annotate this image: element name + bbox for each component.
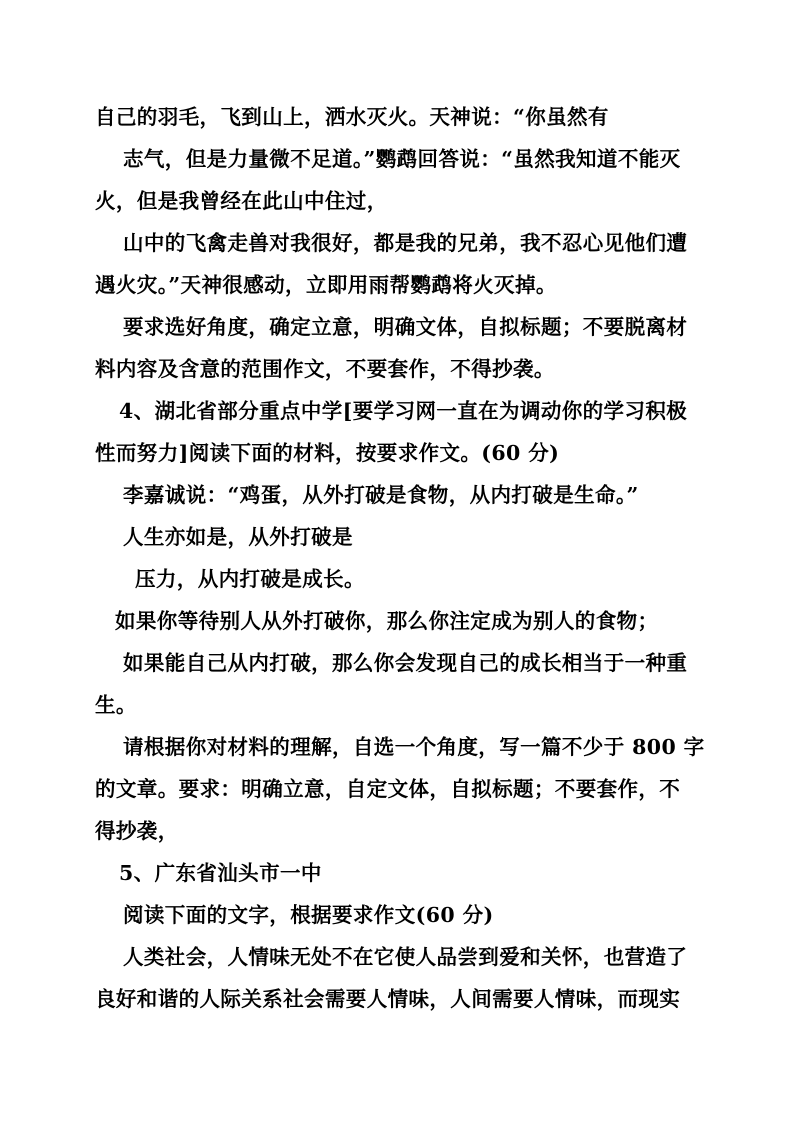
text-line: 自己的羽毛，飞到山上，洒水灭火。天神说：“你虽然有 <box>95 105 609 129</box>
text-line: 如果能自己从内打破，那么你会发现自己的成长相当于一种重 <box>123 651 688 675</box>
text-line: 要求选好角度，确定立意，明确文体，自拟标题；不要脱离材 <box>123 315 688 339</box>
text-line: 志气，但是力量微不足道。”鹦鹉回答说：“虽然我知道不能灭 <box>123 147 681 171</box>
text-line: 阅读下面的文字，根据要求作文(60 分) <box>123 903 494 927</box>
text-line: 料内容及含意的范围作文，不要套作，不得抄袭。 <box>95 357 555 381</box>
text-line: 遇火灾。”天神很感动，立即用雨帮鹦鹉将火灭掉。 <box>95 273 557 297</box>
section-heading: 5、广东省汕头市一中 <box>119 861 322 885</box>
text-line: 李嘉诚说：“鸡蛋，从外打破是食物，从内打破是生命。” <box>123 483 639 507</box>
section-heading: 4、湖北省部分重点中学[要学习网一直在为调动你的学习积极 <box>119 399 688 423</box>
text-line: 压力，从内打破是成长。 <box>135 567 365 591</box>
text-line: 性而努力]阅读下面的材料，按要求作文。(60 分) <box>95 441 560 465</box>
text-line: 的文章。要求：明确立意，自定文体，自拟标题；不要套作，不 <box>95 777 681 801</box>
text-line: 生。 <box>95 693 137 717</box>
text-line: 山中的飞禽走兽对我很好，都是我的兄弟，我不忍心见他们遭 <box>123 231 688 255</box>
text-line: 人类社会，人情味无处不在它使人品尝到爱和关怀，也营造了 <box>123 945 688 969</box>
text-line: 得抄袭， <box>95 819 179 843</box>
text-line: 火，但是我曾经在此山中住过， <box>95 189 388 213</box>
text-line: 请根据你对材料的理解，自选一个角度，写一篇不少于 800 字 <box>123 735 705 759</box>
text-line: 人生亦如是，从外打破是 <box>123 525 353 549</box>
text-line: 如果你等待别人从外打破你，那么你注定成为别人的食物； <box>115 609 659 633</box>
text-line: 良好和谐的人际关系社会需要人情味，人间需要人情味，而现实 <box>95 987 681 1011</box>
